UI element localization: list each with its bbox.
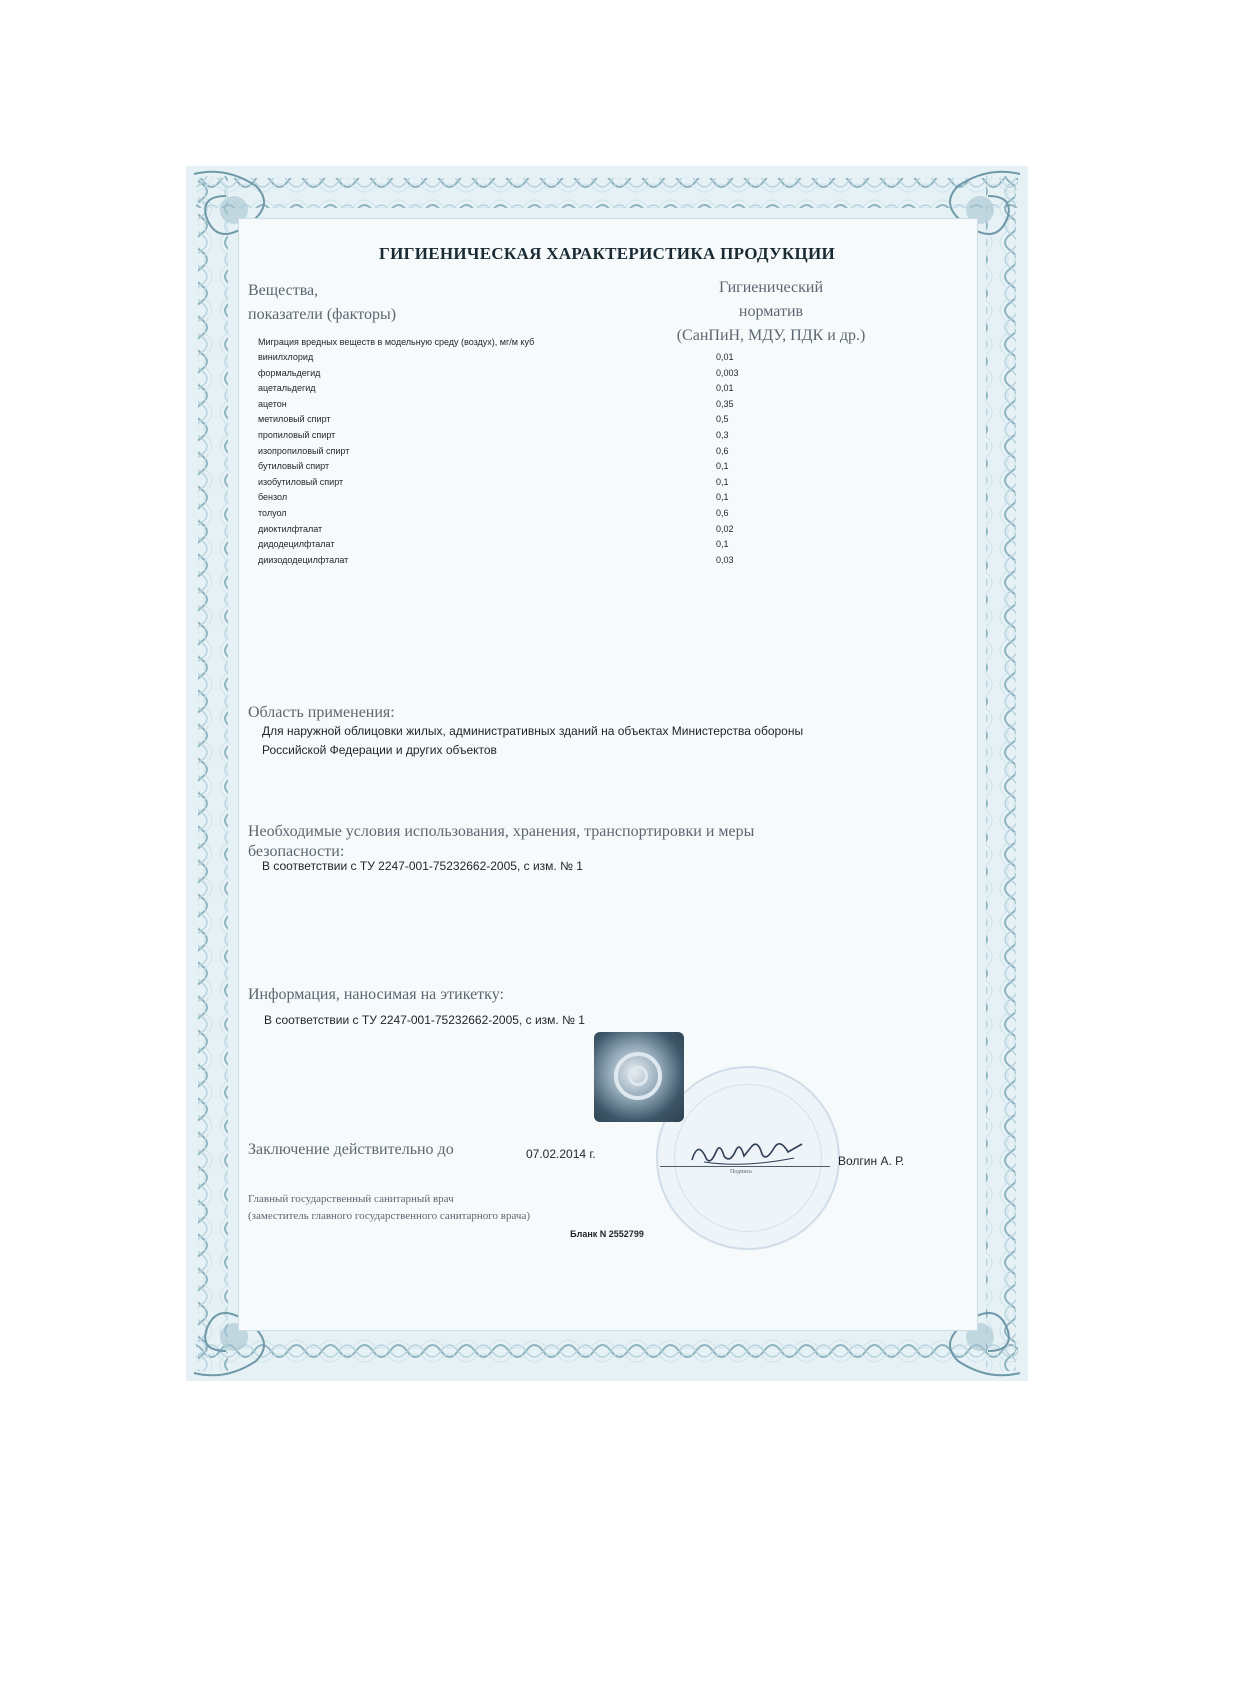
- conditions-text: В соответствии с ТУ 2247-001-75232662-2005, с изм. № 1: [262, 859, 583, 873]
- substance-name: винилхлорид: [258, 352, 314, 362]
- migration-header: Миграция вредных веществ в модельную среду (воздух), мг/м куб: [258, 337, 535, 347]
- substance-value: 0,1: [716, 492, 729, 503]
- substances-table: [258, 350, 778, 568]
- table-row: [258, 522, 778, 538]
- table-row: [258, 537, 778, 553]
- table-row: [258, 366, 778, 382]
- column-header-left: [248, 279, 396, 327]
- label-info-label: Информация, наносимая на этикетку:: [248, 986, 504, 1003]
- column-header-right-line3: (СанПиН, МДУ, ПДК и др.): [676, 327, 866, 344]
- substance-name: пропиловый спирт: [258, 429, 336, 440]
- table-row: [258, 428, 778, 444]
- substance-name: ацетальдегид: [258, 383, 316, 394]
- substance-value: 0,1: [716, 461, 729, 472]
- table-row: [258, 490, 778, 506]
- table-row: [258, 381, 778, 397]
- application-text-line2: Российской Федерации и других объектов: [262, 743, 497, 757]
- substance-value: 0,6: [716, 507, 729, 518]
- certificate-frame: [186, 166, 1028, 1381]
- table-row: [258, 459, 778, 475]
- application-text: [262, 722, 982, 760]
- substance-value: 0,01: [716, 383, 734, 394]
- table-row: [258, 412, 778, 428]
- substance-name: бензол: [258, 492, 288, 503]
- substance-name: изобутиловый спирт: [258, 476, 344, 487]
- substance-value: 0,5: [716, 414, 729, 425]
- substance-value: 0,6: [716, 445, 729, 456]
- column-header-right-line1: Гигиенический: [718, 279, 824, 296]
- substance-name: ацетон: [258, 398, 287, 409]
- hologram-icon: [594, 1032, 684, 1122]
- substance-value: 0,03: [716, 554, 734, 565]
- substance-value: 0,35: [716, 398, 734, 409]
- application-label: Область применения:: [248, 704, 395, 721]
- table-row: [258, 506, 778, 522]
- label-info-text: В соответствии с ТУ 2247-001-75232662-2005, с изм. № 1: [264, 1013, 585, 1027]
- substance-value: 0,01: [716, 352, 734, 362]
- substance-name: метиловый спирт: [258, 414, 331, 425]
- substance-value: 0,3: [716, 429, 729, 440]
- substance-name: формальдегид: [258, 367, 321, 378]
- substance-value: 0,1: [716, 476, 729, 487]
- signatory-title: [248, 1191, 530, 1225]
- substance-name: дидодецилфталат: [258, 539, 335, 550]
- signatory-name: Волгин А. Р.: [838, 1154, 905, 1168]
- column-header-right-line2: норматив: [738, 303, 804, 320]
- table-row: [258, 350, 778, 366]
- validity-date: 07.02.2014 г.: [526, 1147, 596, 1161]
- signatory-title-line1: Главный государственный санитарный врач: [248, 1193, 454, 1205]
- table-row: [258, 475, 778, 491]
- substance-value: 0,003: [716, 367, 739, 378]
- table-row: [258, 397, 778, 413]
- table-row: [258, 444, 778, 460]
- substance-value: 0,1: [716, 539, 729, 550]
- signature-line: [660, 1166, 830, 1167]
- substance-value: 0,02: [716, 523, 734, 534]
- column-header-right: [636, 276, 906, 348]
- substance-name: толуол: [258, 507, 287, 518]
- conditions-label-line1: Необходимые условия использования, хранения, транспортировки и меры: [248, 823, 755, 840]
- substance-name: диизододецилфталат: [258, 554, 349, 565]
- substance-name: бутиловый спирт: [258, 461, 330, 472]
- document-title: ГИГИЕНИЧЕСКАЯ ХАРАКТЕРИСТИКА ПРОДУКЦИИ: [378, 244, 836, 263]
- table-row: [258, 553, 778, 569]
- conditions-label: [248, 822, 754, 862]
- column-header-left-line1: Вещества,: [248, 282, 319, 299]
- signature-caption: Подпись: [730, 1169, 753, 1175]
- column-header-left-line2: показатели (факторы): [248, 306, 397, 323]
- blank-number: Бланк N 2552799: [570, 1229, 644, 1239]
- validity-label: Заключение действительно до: [248, 1141, 454, 1158]
- signatory-title-line2: (заместитель главного государственного санитарного врача): [248, 1210, 531, 1222]
- substance-name: диоктилфталат: [258, 523, 323, 534]
- conditions-label-line2: безопасности:: [248, 843, 345, 860]
- application-text-line1: Для наружной облицовки жилых, административных зданий на объектах Министерства обороны: [262, 724, 804, 738]
- substance-name: изопропиловый спирт: [258, 445, 350, 456]
